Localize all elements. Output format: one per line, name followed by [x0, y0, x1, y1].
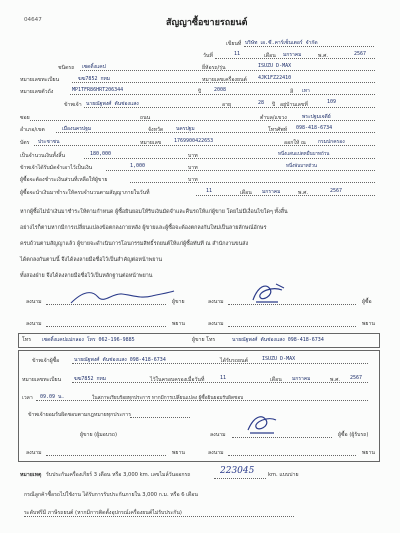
delivery-month: มกราคม	[262, 189, 281, 195]
province-label: จังหวัด	[148, 127, 164, 133]
seller-age: 28	[258, 100, 265, 106]
mileage-value: 223045	[220, 466, 255, 476]
clause-1: หากผู้ซื้อไม่นำเงินมาชำระให้ตามกำหนด ผู้ซื้อยินยอมให้ริบเงินมัดจำและคืนรถให้แก่ผู้ขาย โดยไม่มีเงื่อนไขใดๆ ทั้งสิ้น	[20, 209, 288, 215]
witness-role-2: พยาน	[362, 321, 375, 327]
seller-age-label: อายุ	[222, 102, 232, 108]
card-label: บัตร	[20, 140, 30, 146]
receiver-value: นายณัฐพงศ์ ตันช่องแสง 098-418-6734	[74, 357, 166, 363]
accept-label: ข้าพเจ้ายอมรับผิดชอบตามกฎหมายทุกประการ	[28, 412, 131, 418]
age-unit: ปี	[272, 102, 276, 108]
receipt-witness-sign-label: ลงนาม	[26, 450, 42, 456]
delivery-year: 2567	[330, 188, 343, 194]
district-label: อำเภอ/เขต	[20, 127, 45, 133]
seller-signature	[68, 285, 178, 309]
receipt-witness-role-1: พยาน	[172, 450, 185, 456]
seller-phone: นายณัฐพงศ์ ตันช่องแสง 098-418-6734	[232, 337, 324, 343]
subdistrict-value: พระปฐมเจดีย์	[302, 114, 331, 120]
plate-label: หมายเลขทะเบียน	[20, 77, 60, 83]
mileage-unit: km. แบบบ่าย	[268, 472, 299, 478]
card-no: 1769900422653	[174, 138, 214, 144]
card-no-label: หมายเลข	[140, 140, 162, 146]
seller-phone-label: ผู้ขาย โทร	[192, 337, 216, 343]
got-month: มกราคม	[292, 376, 311, 382]
receipt-witness-role-2: พยาน	[362, 450, 375, 456]
baht-label-1: บาท	[188, 153, 198, 159]
date-month: มกราคม	[283, 52, 302, 58]
phone-value: 098-418-6734	[296, 125, 333, 131]
house-no: 109	[327, 99, 337, 105]
clause-2: อย่างไรก็ตามหากมีการเปลี่ยนแปลงข้อตกลงภายหลัง ผู้ขายและผู้ซื้อจะต้องตกลงกันใหม่เป็นลายลักษณ์อักษร	[20, 225, 267, 231]
receiver-label: ข้าพเจ้าผู้ซื้อ	[32, 358, 60, 364]
price-value: 180,000	[90, 151, 112, 157]
receipt-box	[18, 350, 380, 462]
engine-value: 4JK1FZ22410	[258, 75, 292, 81]
sign-label-buyer: ลงนาม	[208, 299, 224, 305]
soi-label: ซอย	[20, 115, 30, 121]
clause-4: ได้ตกลงกันตามนี้ จึงได้ลงลายมือชื่อไว้เป็นสำคัญต่อหน้าพยาน	[20, 257, 163, 263]
got-car-value: ISUZU D-MAX	[262, 356, 296, 362]
note-label: หมายเหตุ	[20, 472, 42, 478]
vehicle-type: เซดดิ้งแคป	[82, 64, 106, 70]
house-no-label: อยู่บ้านเลขที่	[280, 102, 308, 108]
district-value: เมืองนครปฐม	[62, 126, 92, 132]
model-year: 2008	[214, 87, 227, 93]
seller-name-label: ข้าพเจ้า	[64, 102, 82, 108]
baht-label-2: บาท	[188, 165, 198, 171]
witness-role-1: พยาน	[172, 321, 185, 327]
written-at-label: เขียนที่	[226, 41, 242, 47]
chassis-value: MP1TFR86HRT206344	[72, 87, 124, 93]
footer-line-3: ระดับฟรีมี ภาษีรถยนต์ (หากมีการติดตั้งอุปกรณ์เครื่องยนต์ไม่รับประกัน)	[24, 510, 182, 516]
shop-phone: เซดดิ้งแคปแม่กลอง โทร 062-196-9885	[42, 337, 135, 343]
buyer-role: ผู้ซื้อ	[362, 299, 372, 305]
vehicle-type-label: ชนิดรถ	[58, 65, 75, 71]
seller-role: ผู้ขาย	[172, 299, 185, 305]
deposit-label: ข้าพเจ้าได้รับมัดจำเอาไว้เป็นเงิน	[20, 165, 93, 171]
month-label: เดือน	[264, 53, 276, 59]
receipt-buyer-sign-label: ผู้ซื้อ (ผู้รับรถ)	[338, 432, 369, 438]
balance-label: ผู้ซื้อจะต้องชำระเงินส่วนที่เหลือให้ผู้ขาย	[20, 177, 108, 183]
subdistrict-label: ตำบล/แขวง	[260, 115, 287, 121]
deposit-words: หนึ่งพันบาทถ้วน	[286, 164, 317, 169]
document-number: 04647	[24, 17, 42, 23]
date-label: วันที่	[203, 53, 213, 59]
receipt-plate-label: หมายเลขทะเบียน	[22, 377, 62, 383]
note-text: รับประกันเครื่องเกียร์ 3 เดือน หรือ 3,000 km. เลขไมล์วันออกรถ	[46, 472, 191, 478]
issued-value: กรมปกครอง	[318, 139, 345, 145]
card-type: ประชาชน	[38, 139, 60, 145]
got-car-label: ได้รับรถยนต์	[220, 358, 248, 364]
got-year: 2567	[350, 375, 363, 381]
chassis-label: หมายเลขตัวถัง	[20, 89, 54, 95]
vehicle-brand: ISUZU D-MAX	[258, 63, 292, 69]
seller-name: นายณัฐพงศ์ ตันช่องแสง	[86, 101, 139, 107]
sign-label-witness-1: ลงนาม	[26, 321, 42, 327]
price-words: หนึ่งแสนแปดหมื่นบาทถ้วน	[278, 152, 330, 157]
receipt-plate: ฆฆ7852 กทม	[74, 376, 107, 382]
color-value: เทา	[302, 88, 310, 94]
got-year-label: พ.ศ.	[330, 377, 341, 383]
time-label: เวลา	[22, 395, 33, 401]
written-at-value: บริษัท เอ.ซี.คาร์เซ็นเตอร์ จำกัด	[245, 40, 318, 46]
issued-label: ออกให้ ณ	[284, 140, 306, 146]
vehicle-brand-label: ยี่ห้อรถ/รุ่น	[202, 65, 226, 71]
footer-line-2: กรณีลูกค้าซื้อรถไปใช้งาน ได้รับการรับประกันภายใน 3,000 ก.ม. หรือ 6 เดือน	[24, 492, 198, 498]
year-label: พ.ศ.	[318, 53, 329, 59]
receiver-signature	[244, 410, 280, 438]
delivery-month-label: เดือน	[240, 190, 252, 196]
delivery-year-label: พ.ศ.	[298, 190, 309, 196]
date-year: 2567	[354, 51, 367, 57]
province-value: นครปฐม	[176, 126, 195, 132]
got-date-label: ไว้ในครอบครองเมื่อวันที่	[150, 377, 205, 383]
sign-label-witness-2: ลงนาม	[208, 321, 224, 327]
clause-3: ครบถ้วนตามสัญญาแล้ว ผู้ขายจะดำเนินการโอนกรรมสิทธิ์รถยนต์ให้แก่ผู้ซื้อทันที ณ สำนักงานขนส่ง	[20, 241, 249, 247]
receipt-sign-label: ลงนาม	[210, 432, 226, 438]
time-value: 09.09 น.	[40, 394, 65, 400]
time-note: ในสภาพเรียบร้อยทุกประการ หากมีการเปลี่ยนแปลง ผู้ซื้อยินยอมรับผิดชอบ	[92, 396, 244, 401]
delivery-label: ผู้ซื้อจะนำเงินมาชำระให้ครบจำนวนตามสัญญาภายในวันที่	[20, 190, 150, 196]
buyer-signature	[248, 280, 288, 308]
got-day: 11	[220, 375, 227, 381]
delivery-day: 11	[206, 188, 213, 194]
receipt-witness-sign-label-2: ลงนาม	[208, 450, 224, 456]
deposit-value: 1,000	[130, 163, 146, 169]
phone-row-label: โทร	[22, 337, 31, 343]
color-label: สี	[290, 89, 294, 95]
sign-label-seller: ลงนาม	[26, 299, 42, 305]
clause-5: ทั้งสองฝ่าย จึงได้ลงลายมือชื่อไว้เป็นหลักฐานต่อหน้าพยาน	[20, 273, 153, 279]
engine-label: หมายเลขเครื่องยนต์	[202, 77, 247, 83]
baht-label-3: บาท	[188, 177, 198, 183]
got-month-label: เดือน	[270, 377, 282, 383]
model-year-label: ปี	[198, 89, 202, 95]
date-day: 11	[234, 51, 241, 57]
road-label: ถนน	[140, 115, 151, 121]
price-label: เป็นจำนวนเงินทั้งสิ้น	[20, 153, 66, 159]
receipt-seller-sign-label: ผู้ขาย (ผู้มอบรถ)	[80, 432, 118, 438]
plate-value: ฆฆ7852 กทม	[78, 76, 111, 82]
phone-label: โทรศัพท์	[268, 127, 288, 133]
document-title: สัญญาซื้อขายรถยนต์	[166, 18, 248, 28]
